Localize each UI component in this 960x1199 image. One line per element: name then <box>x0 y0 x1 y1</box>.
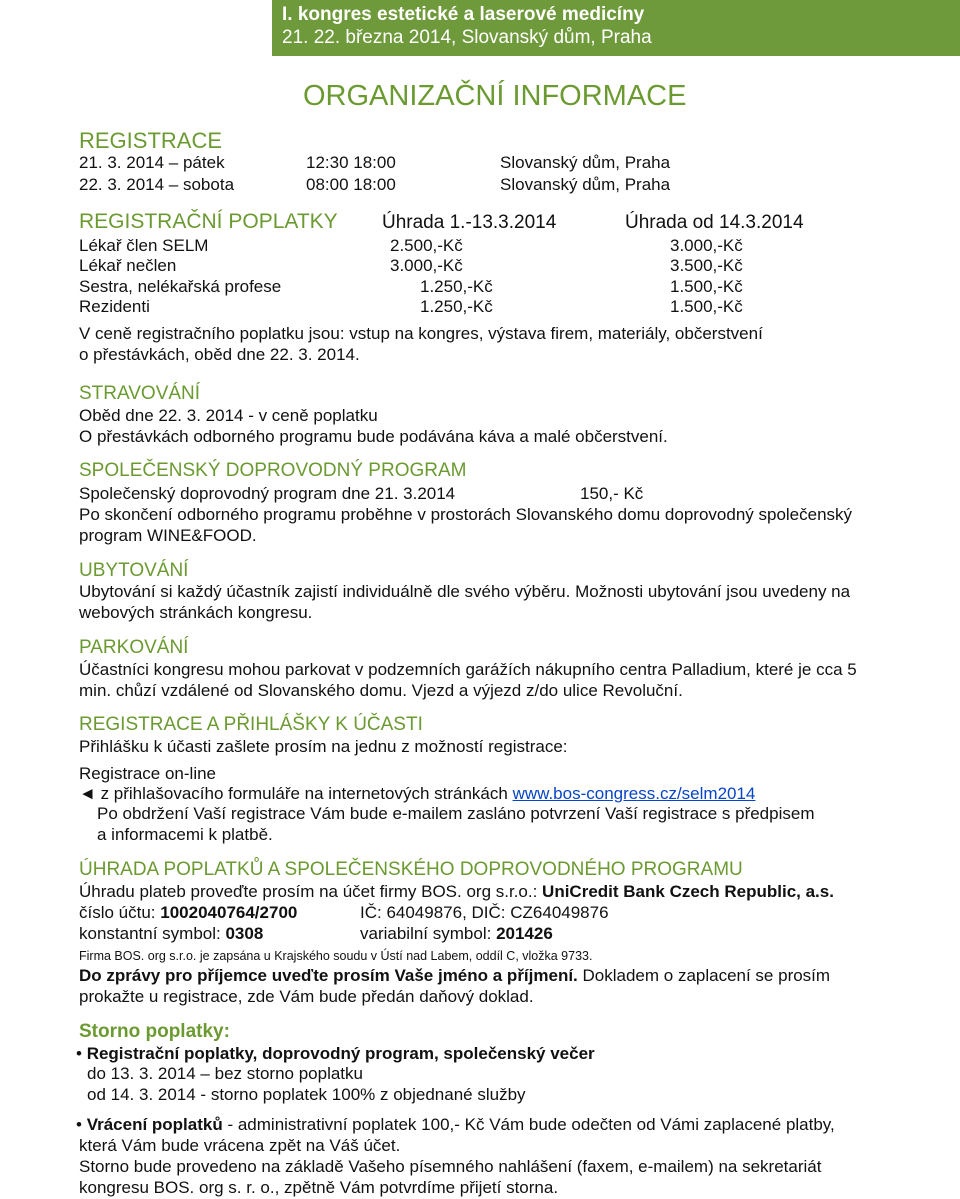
fee-late: 3.000,-Kč <box>670 236 743 255</box>
fee-early: 1.250,-Kč <box>420 277 493 296</box>
spolecensky-text: Po skončení odborného programu proběhne v prostorách Slovanského domu doprovodný společenský <box>79 505 853 524</box>
payment-instructions <box>79 882 834 902</box>
storno-item-text: - administrativní poplatek 100,- Kč Vám bude odečten od Vámi zaplacené platby, <box>222 1115 835 1134</box>
ubytovani-text: webových stránkách kongresu. <box>79 603 313 622</box>
storno-item-title: Vrácení poplatků <box>86 1115 223 1134</box>
registrace-place: Slovanský dům, Praha <box>500 175 671 194</box>
payment-note-text: Dokladem o zaplacení se prosím <box>577 966 831 985</box>
storno-item <box>76 1115 835 1135</box>
ubytovani-text: Ubytování si každý účastník zajistí individuálně dle svého výběru. Možnosti ubytování jsou uvedeny na <box>79 582 851 601</box>
parkovani-text: Účastníci kongresu mohou parkovat v podzemních garážích nákupního centra Palladium, které je cca 5 <box>79 660 857 679</box>
section-heading-ubytovani: UBYTOVÁNÍ <box>79 560 189 581</box>
registrace-place: Slovanský dům, Praha <box>500 153 671 172</box>
parkovani-text: min. chůzí vzdálené od Slovanského domu. Vjezd a výjezd z/do ulice Revoluční. <box>79 681 683 700</box>
fee-early: 2.500,-Kč <box>390 236 463 255</box>
congress-date-venue: 21. 22. března 2014, Slovanský dům, Praha <box>282 27 652 48</box>
registrace-date: 22. 3. 2014 – sobota <box>79 175 235 194</box>
fee-column-early: Úhrada 1.-13.3.2014 <box>382 212 557 233</box>
registrace-time: 12:30 18:00 <box>306 153 396 172</box>
prihlasky-text: Po obdržení Vaší registrace Vám bude e-mailem zasláno potvrzení Vaší registrace s předpisem <box>97 804 815 823</box>
prihlasky-text: Přihlášku k účasti zašlete prosím na jednu z možností registrace: <box>79 737 568 756</box>
registrace-time: 08:00 18:00 <box>306 175 396 194</box>
storno-condition: od 14. 3. 2014 - storno poplatek 100% z objednané služby <box>87 1085 526 1104</box>
fee-early: 3.000,-Kč <box>390 256 463 275</box>
spolecensky-price: 150,- Kč <box>580 484 644 503</box>
storno-item <box>76 1044 595 1064</box>
fee-category: Lékař člen SELM <box>79 236 209 255</box>
storno-text: která Vám bude vrácena zpět na Váš účet. <box>79 1136 401 1155</box>
variable-symbol-row <box>360 924 553 944</box>
fee-category: Lékař nečlen <box>79 256 177 275</box>
constant-symbol-label: konstantní symbol: <box>79 924 226 943</box>
fee-category: Sestra, nelékařská profese <box>79 277 282 296</box>
storno-text: Storno bude provedeno na základě Vašeho písemného nahlášení (faxem, e-mailem) na sekretariát <box>79 1157 822 1176</box>
payment-note <box>79 966 830 986</box>
bullet: • <box>76 1115 82 1134</box>
section-heading-prihlasky: REGISTRACE A PŘIHLÁŠKY K ÚČASTI <box>79 714 423 735</box>
section-heading-uhrada: ÚHRADA POPLATKŮ A SPOLEČENSKÉHO DOPROVODNÉHO PROGRAMU <box>79 859 743 880</box>
storno-condition: do 13. 3. 2014 – bez storno poplatku <box>87 1064 363 1083</box>
payment-note: prokažte u registrace, zde Vám bude předán daňový doklad. <box>79 987 534 1006</box>
account-number: 1002040764/2700 <box>160 903 298 922</box>
account-label: číslo účtu: <box>79 903 161 922</box>
company-registration-note: Firma BOS. org s.r.o. je zapsána u Krajského soudu v Ústí nad Labem, oddíl C, vložka 9733. <box>79 949 593 963</box>
fee-includes-note: o přestávkách, oběd dne 22. 3. 2014. <box>79 345 360 364</box>
fee-category: Rezidenti <box>79 297 150 316</box>
prihlasky-text: a informacemi k platbě. <box>97 825 273 844</box>
section-heading-parkovani: PARKOVÁNÍ <box>79 637 189 658</box>
fee-late: 1.500,-Kč <box>670 277 743 296</box>
fee-includes-note: V ceně registračního poplatku jsou: vstup na kongres, výstava firem, materiály, občerstvení <box>79 324 763 343</box>
section-heading-stravovani: STRAVOVÁNÍ <box>79 383 201 404</box>
congress-title: I. kongres estetické a laserové medicíny <box>282 4 645 25</box>
constant-symbol: 0308 <box>225 924 264 943</box>
arrow-left-icon: ◄ <box>79 784 96 803</box>
online-registration-line <box>79 784 755 804</box>
fee-late: 3.500,-Kč <box>670 256 743 275</box>
payment-note-bold: Do zprávy pro příjemce uveďte prosím Vaše jméno a příjmení. <box>79 966 578 985</box>
spolecensky-text: program WINE&FOOD. <box>79 526 257 545</box>
payment-instructions-text: Úhradu plateb proveďte prosím na účet firmy BOS. org s.r.o.: <box>79 882 543 901</box>
registration-link[interactable]: www.bos-congress.cz/selm2014 <box>512 784 756 803</box>
stravovani-text: Oběd dne 22. 3. 2014 - v ceně poplatku <box>79 406 378 425</box>
section-heading-poplatky: REGISTRAČNÍ POPLATKY <box>79 210 338 233</box>
stravovani-text: O přestávkách odborného programu bude podávána káva a malé občerstvení. <box>79 427 668 446</box>
registrace-date: 21. 3. 2014 – pátek <box>79 153 225 172</box>
fee-column-late: Úhrada od 14.3.2014 <box>625 212 804 233</box>
storno-text: kongresu BOS. org s. r. o., zpětně Vám potvrdíme přijetí storna. <box>79 1178 559 1197</box>
bank-name: UniCredit Bank Czech Republic, a.s. <box>542 882 834 901</box>
page-title: ORGANIZAČNÍ INFORMACE <box>303 80 687 112</box>
account-number-row <box>79 903 297 923</box>
spolecensky-text: Společenský doprovodný program dne 21. 3.2014 <box>79 484 456 503</box>
storno-item-title: Registrační poplatky, doprovodný program, společenský večer <box>86 1044 595 1063</box>
online-registration-text: z přihlašovacího formuláře na internetových stránkách <box>100 784 508 803</box>
variable-symbol-label: variabilní symbol: <box>360 924 497 943</box>
online-registration-title: Registrace on-line <box>79 764 217 783</box>
fee-late: 1.500,-Kč <box>670 297 743 316</box>
section-heading-spolecensky: SPOLEČENSKÝ DOPROVODNÝ PROGRAM <box>79 460 467 481</box>
company-ids: IČ: 64049876, DIČ: CZ64049876 <box>360 903 609 922</box>
section-heading-storno: Storno poplatky: <box>79 1021 230 1042</box>
constant-symbol-row <box>79 924 263 944</box>
bullet: • <box>76 1044 82 1063</box>
variable-symbol: 201426 <box>496 924 553 943</box>
section-heading-registrace: REGISTRACE <box>79 128 223 153</box>
fee-early: 1.250,-Kč <box>420 297 493 316</box>
